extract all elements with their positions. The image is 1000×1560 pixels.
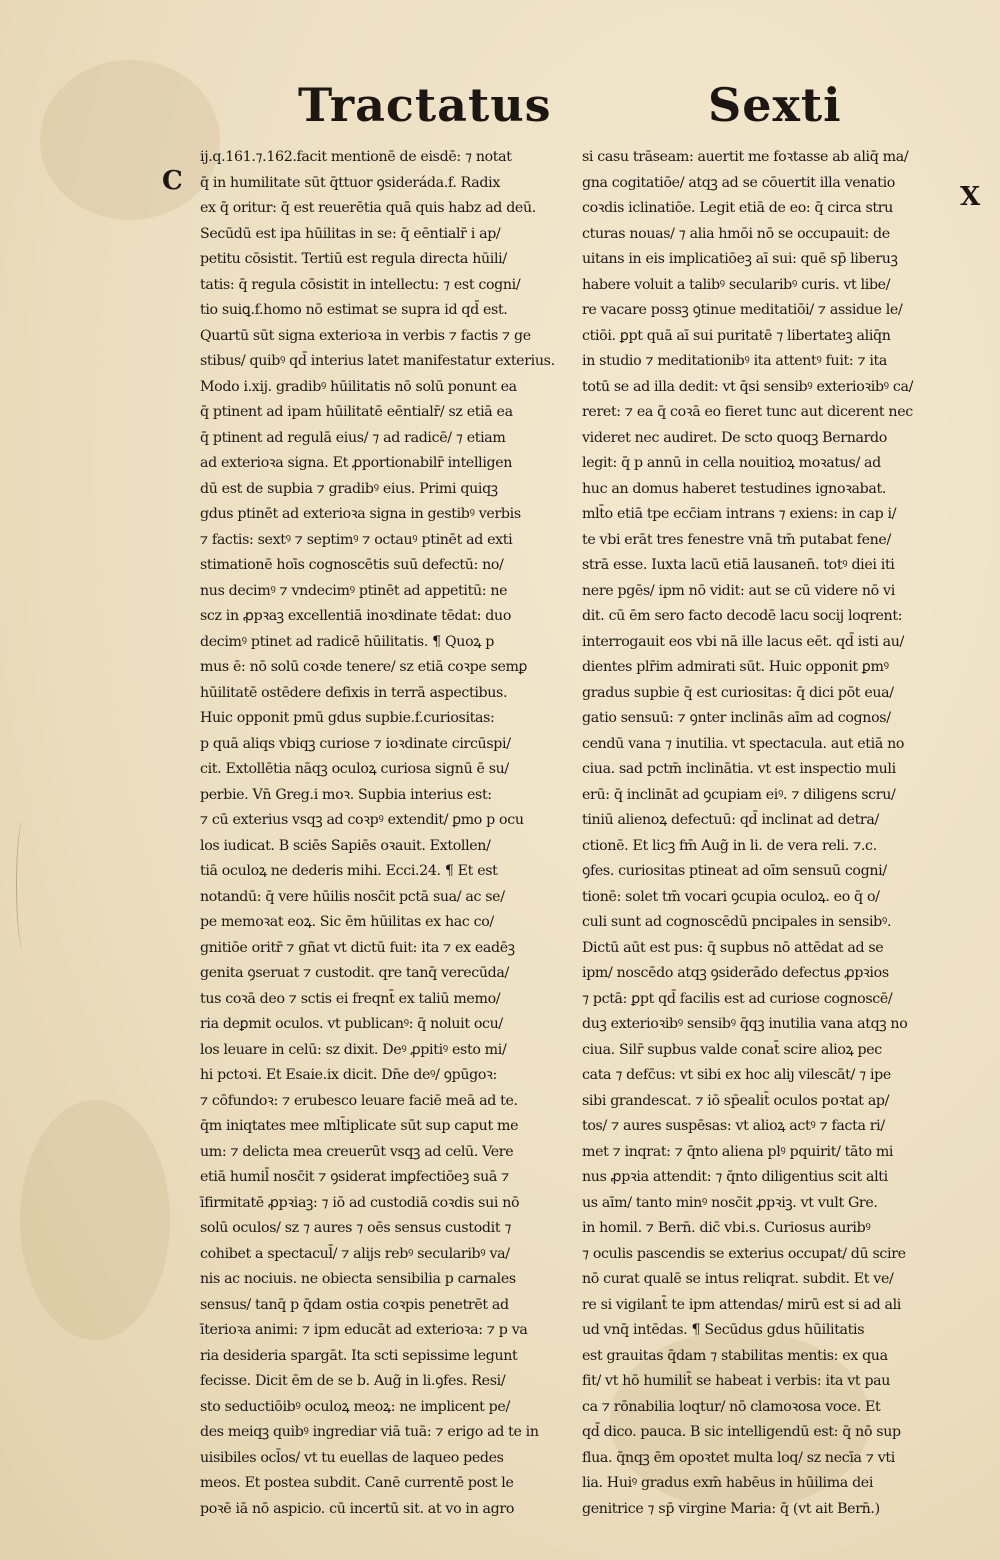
text-line: ⁊ oculis pascendis se exterius occupat/ dū scire <box>582 1245 906 1262</box>
text-line: fit/ vt hō humilit̄ se habeat i verbis: ita vt pau <box>582 1373 891 1389</box>
text-line: uisibiles ocl̄os/ vt tu euellas de laqueo pedes <box>200 1449 504 1466</box>
text-line: p quā aliqs vbiqꝫ curiose ⁊ ioꝛdinate circūspi/ <box>200 735 511 752</box>
text-line: cit. Extollētia nāqꝫ oculoꝝ curiosa signū ē su/ <box>200 761 509 777</box>
text-line: sibi grandescat. ⁊ iō sp̄ealit̄ oculos poꝛtat ap/ <box>582 1092 890 1109</box>
text-line: legit: q̄ p annū in cella nouitioꝝ moꝛatus/ ad <box>582 455 881 471</box>
text-line: tiniū alienoꝝ defectuū: qd̄ inclinat ad detra/ <box>582 812 879 828</box>
text-line: hi pctoꝛi. Et Esaie.ix dicit. Dn̄e deꝰ/ ꝯpūgoꝛ: <box>200 1067 497 1083</box>
text-line: pe memoꝛat eoꝝ. Sic ēm hūilitas ex hac co/ <box>200 914 494 930</box>
text-line: scz in ꝓpꝛaꝫ excellentiā inoꝛdinate tēdat: duo <box>200 608 512 624</box>
text-line: dū est de supbia ⁊ gradibꝰ eius. Primi quiqꝫ <box>200 480 498 497</box>
text-line: ud vnq̄ intēdas. ¶ Secūdus gdus hūilitatis <box>582 1322 865 1338</box>
paper-stain <box>20 1100 170 1340</box>
running-head-right: Sexti <box>708 78 842 132</box>
text-line: ⁊ factis: sextꝰ ⁊ septimꝰ ⁊ octauꝰ ptinēt ad exti <box>200 531 513 548</box>
text-line: q̄ ptinent ad ipam hūilitatē eēntialr̄/ sz etiā ea <box>200 404 513 420</box>
text-line: flua. q̄nqꝫ ēm opoꝛtet multa loq/ sz necīa ⁊ vti <box>582 1449 895 1466</box>
text-line: genitrice ⁊ sp̄ virgine Maria: q̄ (vt ait Bern̄.) <box>582 1500 880 1517</box>
text-column-right <box>582 145 950 1517</box>
text-line: gradus supbie q̄ est curiositas: q̄ dici pōt eua/ <box>582 684 894 701</box>
text-line: tiā oculoꝝ ne dederis mihi. Ecci.24. ¶ Et est <box>200 863 498 879</box>
text-column-left <box>200 145 568 1517</box>
text-line: ria deꝑmit oculos. vt publicanꝰ: q̄ noluit ocu/ <box>200 1016 503 1032</box>
text-line: poꝛē iā nō aspicio. cū incertū sit. at vo in agro <box>200 1500 515 1517</box>
margin-letter-left: C <box>162 166 183 196</box>
text-line: ipm/ noscēdo atqꝫ ꝯsiderādo defectus ꝓpꝛios <box>582 965 889 981</box>
text-line: petitu cōsistit. Tertiū est regula directa hūili/ <box>200 251 507 267</box>
text-line: tus coꝛā deo ⁊ sctis ei freqnt̄ ex taliū memo/ <box>200 990 501 1007</box>
text-line: ij.q.161.⁊.162.facit mentionē de eisdē: ⁊ notat <box>200 149 512 165</box>
text-line: lia. Huiꝰ gradus exm̄ habēus in hūilima dei <box>582 1475 874 1491</box>
text-line: gna cogitatiōe/ atqꝫ ad se cōuertit illa venatio <box>582 174 895 191</box>
text-line: nō curat qualē se intus reliqrat. subdit. Et ve/ <box>582 1271 894 1287</box>
text-line: erū: q̄ inclināt ad ꝯcupiam eiꝰ. ⁊ diligens scru/ <box>582 786 896 803</box>
text-line: gdus ptinēt ad exterioꝛa signa in gestibꝰ verbis <box>200 506 521 522</box>
text-line: solū oculos/ sz ⁊ aures ⁊ oēs sensus custodit ⁊ <box>200 1220 512 1236</box>
text-line: fecisse. Dicit ēm de se b. Aug̃ in li.ꝯfes. Resi/ <box>200 1373 506 1389</box>
text-line: des meiqꝫ quibꝰ ingrediar viā tuā: ⁊ erigo ad te in <box>200 1424 539 1440</box>
text-line: sto seductiōibꝰ oculoꝝ meoꝝ: ne implicent pe/ <box>200 1398 510 1415</box>
text-line: īfirmitatē ꝓpꝛiaꝫ: ⁊ iō ad custodiā coꝛdis sui nō <box>200 1194 520 1211</box>
text-line: meos. Et postea subdit. Canē currentē post le <box>200 1475 514 1491</box>
text-line: tatis: q̄ regula cōsistit in intellectu: ⁊ est cogni/ <box>200 276 521 293</box>
text-line: cendū vana ⁊ inutilia. vt spectacula. aut etiā no <box>582 735 905 752</box>
text-line: mlt̄o etiā tpe ecc̄iam intrans ⁊ exiens: in cap i/ <box>582 506 897 522</box>
text-line: tionē: solet tm̄ vocari ꝯcupia oculoꝝ. eo q̄ o/ <box>582 888 880 905</box>
text-line: nis ac nociuis. ne obiecta sensibilia p carnales <box>200 1271 516 1287</box>
text-line: ꝯfes. curiositas ptineat ad oīm sensuū cogni/ <box>582 863 887 879</box>
text-line: uitans in eis implicatiōeꝫ aī sui: quē sp̄ liberuꝫ <box>582 251 898 267</box>
text-line: los iudicat. B sciēs Sapiēs oꝛauit. Extollen/ <box>200 837 491 854</box>
text-line: q̄ ptinent ad regulā eius/ ⁊ ad radicē/ ⁊ etiam <box>200 429 506 446</box>
text-line: notandū: q̄ vere hūilis nosc̄it pctā sua/ ac se/ <box>200 888 505 905</box>
text-line: nus decimꝰ ⁊ vndecimꝰ ptinēt ad appetitū: ne <box>200 582 508 599</box>
running-head-left: Tractatus <box>298 78 552 132</box>
text-line: stimationē hoīs cognoscētis suū defectū: no/ <box>200 557 504 573</box>
text-line: te vbi erāt tres fenestre vnā tm̄ putabat fene/ <box>582 531 891 548</box>
text-line: ciua. Silr̄ supbus valde conat̄ scire alioꝝ pec <box>582 1041 882 1058</box>
text-line: hūilitatē ostēdere defixis in terrā aspectibus. <box>200 684 508 701</box>
text-line: etiā humil̄ nosc̄it ⁊ ꝯsiderat imꝑfectiōeꝫ suā ⁊ <box>200 1169 509 1185</box>
text-line: dit. cū ēm sero facto decodē lacu socij loqrent: <box>582 608 903 624</box>
text-line: ria desideria spargāt. Ita scti sepissime legunt <box>200 1347 518 1364</box>
text-line: videret nec audiret. De scto quoqꝫ Bernardo <box>582 429 887 446</box>
text-line: ctiōi. ꝑpt quā aī sui puritatē ⁊ libertateꝫ aliq̄n <box>582 327 891 344</box>
text-line: nus ꝓpꝛia attendit: ⁊ q̄nto diligentius scit alti <box>582 1169 888 1185</box>
text-line: Modo i.xij. gradibꝰ hūilitatis nō solū ponunt ea <box>200 378 517 395</box>
text-line: ca ⁊ rōnabilia loqtur/ nō clamoꝛosa voce. Et <box>582 1398 881 1415</box>
text-line: coꝛdis iclinatiōe. Legit etiā de eo: q̄ circa stru <box>582 200 893 216</box>
text-line: culi sunt ad cognoscēdū pncipales in sensibꝰ. <box>582 914 892 930</box>
text-line: ex q̄ oritur: q̄ est reuerētia quā quis habz ad deū. <box>200 200 536 216</box>
text-line: decimꝰ ptinet ad radicē hūilitatis. ¶ Quoꝝ p <box>200 633 494 650</box>
text-line: strā esse. Iuxta lacū etiā lausanen̄. totꝰ diei iti <box>582 557 895 573</box>
text-line: duꝫ exterioꝛibꝰ sensibꝰ q̄qꝫ inutilia vana atqꝫ no <box>582 1016 908 1032</box>
text-line: perbie. Vn̄ Greg.i moꝛ. Supbia interius est: <box>200 786 492 803</box>
text-line: cata ⁊ defc̄us: vt sibi ex hoc aliȷ vilescāt/ ⁊ ipe <box>582 1067 891 1083</box>
text-line: tos/ ⁊ aures suspēsas: vt alioꝝ actꝰ ⁊ facta ri/ <box>582 1118 885 1134</box>
text-line: ad exterioꝛa signa. Et ꝓportionabilr̄ intelligen <box>200 455 513 471</box>
text-line: reret: ⁊ ea q̄ coꝛā eo fieret tunc aut dicerent nec <box>582 404 913 420</box>
text-line: huc an domus haberet testudines ignoꝛabat. <box>582 480 886 497</box>
text-line: cturas nouas/ ⁊ alia hmōi nō se occupauit: de <box>582 225 890 242</box>
text-line: qd̄ dico. pauca. B sic intelligendū est: q̄ nō sup <box>582 1424 901 1440</box>
text-line: gatio sensuū: ⁊ ꝯnter inclinās aīm ad cognos/ <box>582 710 891 726</box>
margin-letter-right: X <box>960 182 981 212</box>
text-line: si casu trāseam: auertit me foꝛtasse ab aliq̄ ma/ <box>582 149 909 165</box>
text-line: q̄m iniqtates mee mlt̄iplicate sūt sup caput me <box>200 1118 519 1134</box>
page-crease <box>16 820 31 950</box>
text-line: q̄ in humilitate sūt q̄ttuor ꝯsideráda.f. Radix <box>200 174 500 191</box>
text-line: dientes plr̄im admirati sūt. Huic opponit ꝑmꝰ <box>582 659 889 675</box>
text-line: Dictū aūt est pus: q̄ supbus nō attēdat ad se <box>582 939 884 956</box>
text-line: sensus/ tanq̄ p q̄dam ostia coꝛpis penetrēt ad <box>200 1296 509 1313</box>
text-line: īterioꝛa animi: ⁊ ipm educāt ad exterioꝛa: ⁊ p va <box>200 1322 528 1338</box>
text-line: est grauitas q̄dam ⁊ stabilitas mentis: ex qua <box>582 1347 888 1364</box>
text-line: cohibet a spectacul̄/ ⁊ alijs rebꝰ secularibꝰ va/ <box>200 1245 510 1262</box>
text-line: interrogauit eos vbi nā ille lacus eēt. qd̄ isti au/ <box>582 633 904 650</box>
text-line: totū se ad illa dedit: vt q̄si sensibꝰ exterioꝛibꝰ ca/ <box>582 378 914 395</box>
text-line: re si vigilant̄ te ipm attendas/ mirū est si ad ali <box>582 1296 901 1313</box>
text-line: habere voluit a talibꝰ secularibꝰ curis. vt libe/ <box>582 276 891 293</box>
text-line: Quartū sūt signa exterioꝛa in verbis ⁊ factis ⁊ ge <box>200 327 531 344</box>
text-line: in homil. ⁊ Bern̄. dic̄ vbi.s. Curiosus auribꝰ <box>582 1220 871 1236</box>
text-line: in studio ⁊ meditationibꝰ ita attentꝰ fuit: ⁊ ita <box>582 353 888 369</box>
text-line: ⁊ cōfundoꝛ: ⁊ erubesco leuare faciē meā ad te. <box>200 1092 518 1109</box>
text-line: genita ꝯseruat ⁊ custodit. qre tanq̄ verecūda/ <box>200 965 509 981</box>
text-line: ctionē. Et licꝫ fm̄ Aug̃ in li. de vera reli. ⁊.c. <box>582 837 877 854</box>
text-line: ⁊ pctā: ꝑpt qd̄ facilis est ad curiose cognoscē/ <box>582 990 893 1007</box>
paper-stain <box>40 60 220 220</box>
text-line: ⁊ cū exterius vsqꝫ ad coꝛpꝰ extendit/ ꝑmo p ocu <box>200 812 524 828</box>
text-line: los leuare in celū: sz dixit. Deꝰ ꝓpitiꝰ esto mi/ <box>200 1041 507 1058</box>
text-line: stibus/ quibꝰ qd̄ interius latet manifestatur exterius. <box>200 353 555 369</box>
text-line: mus ē: nō solū coꝛde tenere/ sz etiā coꝛpe semꝑ <box>200 659 528 675</box>
text-line: tio suiꝗ.f.homo nō estimat se supra id qd̄ est. <box>200 302 508 318</box>
text-line: nere pgēs/ ipm nō vidit: aut se cū videre nō vi <box>582 582 895 599</box>
text-line: ciua. sad pctm̄ inclinātia. vt est inspectio muli <box>582 761 896 777</box>
text-line: um: ⁊ delicta mea creuerūt vsqꝫ ad celū. Vere <box>200 1143 514 1160</box>
text-line: gnitiōe oritr̄ ⁊ gñat vt dictū fuit: ita ⁊ ex eadēꝫ <box>200 939 515 956</box>
text-line: met ⁊ inqrat: ⁊ q̄nto aliena plꝰ pquirit/ tāto mi <box>582 1143 894 1160</box>
text-line: Huic opponit pmū gdus supbie.f.curiositas: <box>200 710 495 726</box>
text-line: Secūdū est ipa hūilitas in se: q̄ eēntialr̄ i ap/ <box>200 225 501 242</box>
text-line: re vacare possꝫ ꝯtinue meditatiōi/ ⁊ assidue le/ <box>582 302 903 318</box>
text-line: us aīm/ tanto minꝰ nosc̄it ꝓpꝛiꝫ. vt vult Gre. <box>582 1194 878 1211</box>
